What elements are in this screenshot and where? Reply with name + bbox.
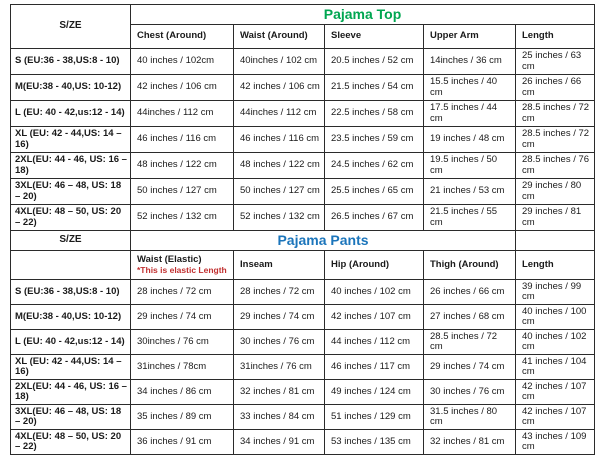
measurement-cell: 52 inches / 132 cm xyxy=(234,205,325,231)
table-row xyxy=(11,153,595,179)
table-row xyxy=(11,280,595,305)
column-header-length: Length xyxy=(516,251,595,280)
size-label: 3XL(EU: 46 – 48, US: 18 – 20) xyxy=(11,179,131,205)
measurement-cell: 30inches / 76 cm xyxy=(131,330,234,355)
pajama-pants-title: Pajama Pants xyxy=(131,231,516,251)
table-row xyxy=(11,305,595,330)
column-header-sleeve: Sleeve xyxy=(325,25,424,49)
measurement-cell: 48 inches / 122 cm xyxy=(131,153,234,179)
measurement-cell: 29 inches / 74 cm xyxy=(424,355,516,380)
measurement-cell: 40inches / 102 cm xyxy=(234,49,325,75)
size-label: 2XL(EU: 44 - 46, US: 16 – 18) xyxy=(11,380,131,405)
size-chart-sheet xyxy=(10,4,594,455)
size-label: M(EU:38 - 40,US: 10-12) xyxy=(11,305,131,330)
measurement-cell: 52 inches / 132 cm xyxy=(131,205,234,231)
measurement-cell: 40 inches / 102 cm xyxy=(516,330,595,355)
measurement-cell: 28.5 inches / 76 cm xyxy=(516,153,595,179)
size-column-header: S/ZE xyxy=(11,231,131,251)
measurement-cell: 20.5 inches / 52 cm xyxy=(325,49,424,75)
measurement-cell: 17.5 inches / 44 cm xyxy=(424,101,516,127)
measurement-cell: 29 inches / 74 cm xyxy=(234,305,325,330)
measurement-cell: 42 inches / 106 cm xyxy=(234,75,325,101)
measurement-cell: 27 inches / 68 cm xyxy=(424,305,516,330)
measurement-cell: 46 inches / 117 cm xyxy=(325,355,424,380)
measurement-cell: 46 inches / 116 cm xyxy=(234,127,325,153)
measurement-cell: 26 inches / 66 cm xyxy=(516,75,595,101)
top-title-row xyxy=(11,5,595,25)
measurement-cell: 53 inches / 135 cm xyxy=(325,430,424,455)
measurement-cell: 44inches / 112 cm xyxy=(234,101,325,127)
measurement-cell: 39 inches / 99 cm xyxy=(516,280,595,305)
measurement-cell: 44inches / 112 cm xyxy=(131,101,234,127)
size-label: L (EU: 40 - 42,us:12 - 14) xyxy=(11,330,131,355)
measurement-cell: 28.5 inches / 72 cm xyxy=(424,330,516,355)
pajama-pants-table xyxy=(10,230,595,455)
table-row xyxy=(11,179,595,205)
measurement-cell: 26.5 inches / 67 cm xyxy=(325,205,424,231)
measurement-cell: 29 inches / 74 cm xyxy=(131,305,234,330)
measurement-cell: 25.5 inches / 65 cm xyxy=(325,179,424,205)
table-row xyxy=(11,380,595,405)
column-header-inseam: Inseam xyxy=(234,251,325,280)
column-header-label: Waist (Elastic) xyxy=(137,254,202,265)
table-row xyxy=(11,127,595,153)
measurement-cell: 41 inches / 104 cm xyxy=(516,355,595,380)
measurement-cell: 34 inches / 86 cm xyxy=(131,380,234,405)
column-header-waist: Waist (Around) xyxy=(234,25,325,49)
column-header-length: Length xyxy=(516,25,595,49)
table-row xyxy=(11,430,595,455)
measurement-cell: 19 inches / 48 cm xyxy=(424,127,516,153)
pajama-top-title: Pajama Top xyxy=(131,5,595,25)
size-label: 4XL(EU: 48 – 50, US: 20 – 22) xyxy=(11,205,131,231)
elastic-length-note: *This is elastic Length xyxy=(137,264,227,275)
pajama-top-table xyxy=(10,4,595,231)
measurement-cell: 30 inches / 76 cm xyxy=(234,330,325,355)
size-label: XL (EU: 42 - 44,US: 14 – 16) xyxy=(11,355,131,380)
measurement-cell: 26 inches / 66 cm xyxy=(424,280,516,305)
size-label: S (EU:36 - 38,US:8 - 10) xyxy=(11,49,131,75)
measurement-cell: 42 inches / 107 cm xyxy=(516,380,595,405)
measurement-cell: 51 inches / 129 cm xyxy=(325,405,424,430)
measurement-cell: 31inches / 78cm xyxy=(131,355,234,380)
measurement-cell: 31.5 inches / 80 cm xyxy=(424,405,516,430)
measurement-cell: 48 inches / 122 cm xyxy=(234,153,325,179)
measurement-cell: 31inches / 76 cm xyxy=(234,355,325,380)
size-label: 2XL(EU: 44 - 46, US: 16 – 18) xyxy=(11,153,131,179)
measurement-cell: 19.5 inches / 50 cm xyxy=(424,153,516,179)
measurement-cell: 22.5 inches / 58 cm xyxy=(325,101,424,127)
size-column-header: S/ZE xyxy=(11,5,131,49)
size-label: 4XL(EU: 48 – 50, US: 20 – 22) xyxy=(11,430,131,455)
measurement-cell: 24.5 inches / 62 cm xyxy=(325,153,424,179)
table-row xyxy=(11,355,595,380)
measurement-cell: 43 inches / 109 cm xyxy=(516,430,595,455)
empty-cell xyxy=(11,251,131,280)
size-label: L (EU: 40 - 42,us:12 - 14) xyxy=(11,101,131,127)
measurement-cell: 28 inches / 72 cm xyxy=(131,280,234,305)
size-label: 3XL(EU: 46 – 48, US: 18 – 20) xyxy=(11,405,131,430)
table-row xyxy=(11,205,595,231)
measurement-cell: 42 inches / 107 cm xyxy=(325,305,424,330)
measurement-cell: 32 inches / 81 cm xyxy=(234,380,325,405)
measurement-cell: 49 inches / 124 cm xyxy=(325,380,424,405)
measurement-cell: 23.5 inches / 59 cm xyxy=(325,127,424,153)
measurement-cell: 29 inches / 81 cm xyxy=(516,205,595,231)
empty-cell xyxy=(516,231,595,251)
measurement-cell: 42 inches / 106 cm xyxy=(131,75,234,101)
measurement-cell: 50 inches / 127 cm xyxy=(234,179,325,205)
measurement-cell: 25 inches / 63 cm xyxy=(516,49,595,75)
measurement-cell: 35 inches / 89 cm xyxy=(131,405,234,430)
column-header-upper-arm: Upper Arm xyxy=(424,25,516,49)
table-row xyxy=(11,49,595,75)
measurement-cell: 40 inches / 100 cm xyxy=(516,305,595,330)
measurement-cell: 32 inches / 81 cm xyxy=(424,430,516,455)
measurement-cell: 21 inches / 53 cm xyxy=(424,179,516,205)
measurement-cell: 40 inches / 102cm xyxy=(131,49,234,75)
measurement-cell: 36 inches / 91 cm xyxy=(131,430,234,455)
measurement-cell: 34 inches / 91 cm xyxy=(234,430,325,455)
measurement-cell: 21.5 inches / 55 cm xyxy=(424,205,516,231)
measurement-cell: 50 inches / 127 cm xyxy=(131,179,234,205)
measurement-cell: 28 inches / 72 cm xyxy=(234,280,325,305)
size-label: M(EU:38 - 40,US: 10-12) xyxy=(11,75,131,101)
measurement-cell: 40 inches / 102 cm xyxy=(325,280,424,305)
size-label: XL (EU: 42 - 44,US: 14 – 16) xyxy=(11,127,131,153)
table-row xyxy=(11,101,595,127)
column-header-hip: Hip (Around) xyxy=(325,251,424,280)
table-row xyxy=(11,330,595,355)
measurement-cell: 15.5 inches / 40 cm xyxy=(424,75,516,101)
measurement-cell: 28.5 inches / 72 cm xyxy=(516,101,595,127)
table-row xyxy=(11,75,595,101)
measurement-cell: 28.5 inches / 72 cm xyxy=(516,127,595,153)
column-header-chest: Chest (Around) xyxy=(131,25,234,49)
measurement-cell: 44 inches / 112 cm xyxy=(325,330,424,355)
measurement-cell: 33 inches / 84 cm xyxy=(234,405,325,430)
measurement-cell: 21.5 inches / 54 cm xyxy=(325,75,424,101)
pants-title-row xyxy=(11,231,595,251)
pants-column-header-row xyxy=(11,251,595,280)
measurement-cell: 46 inches / 116 cm xyxy=(131,127,234,153)
column-header-thigh: Thigh (Around) xyxy=(424,251,516,280)
measurement-cell: 42 inches / 107 cm xyxy=(516,405,595,430)
size-label: S (EU:36 - 38,US:8 - 10) xyxy=(11,280,131,305)
measurement-cell: 14inches / 36 cm xyxy=(424,49,516,75)
measurement-cell: 30 inches / 76 cm xyxy=(424,380,516,405)
measurement-cell: 29 inches / 80 cm xyxy=(516,179,595,205)
column-header-waist-elastic xyxy=(131,251,234,280)
table-row xyxy=(11,405,595,430)
